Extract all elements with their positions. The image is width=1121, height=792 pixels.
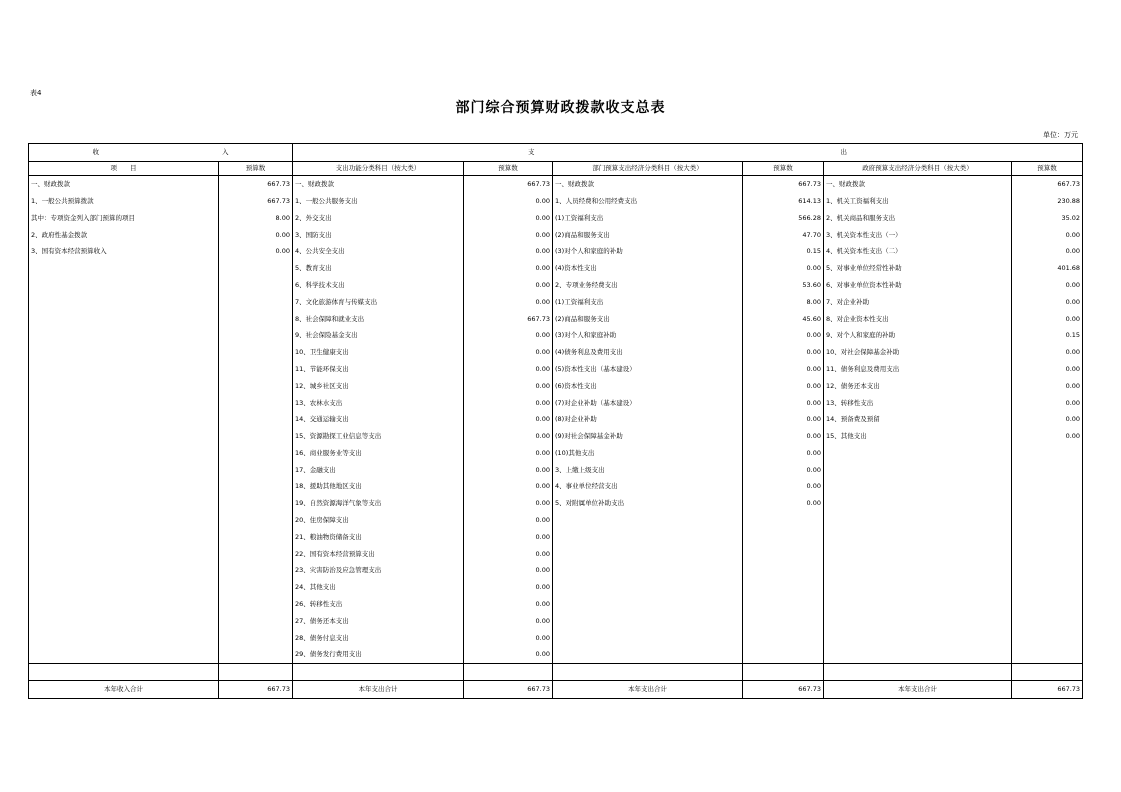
income-budget-cell	[219, 512, 293, 529]
income-item-cell	[29, 411, 219, 428]
income-budget-cell	[219, 378, 293, 395]
income-budget-cell	[219, 529, 293, 546]
dept-budget-cell: 53.60	[743, 277, 824, 294]
func-budget-cell: 0.00	[464, 579, 553, 596]
dept-item-cell: (4)债务利息及费用支出	[553, 344, 743, 361]
income-budget-cell: 667.73	[219, 193, 293, 210]
dept-item-cell: (9)对社会保障基金补助	[553, 428, 743, 445]
table-row	[29, 562, 1083, 579]
income-item-cell	[29, 361, 219, 378]
func-item-cell: 24、其他支出	[293, 579, 464, 596]
income-item-cell	[29, 529, 219, 546]
table-row	[29, 344, 1083, 361]
income-item-cell	[29, 310, 219, 327]
func-budget-cell: 0.00	[464, 613, 553, 630]
gov-item-cell	[824, 613, 1012, 630]
income-item-cell	[29, 630, 219, 647]
income-item-cell	[29, 428, 219, 445]
dept-item-cell	[553, 579, 743, 596]
func-item-cell: 9、社会保险基金支出	[293, 327, 464, 344]
income-budget-cell	[219, 546, 293, 563]
func-budget-cell: 0.00	[464, 596, 553, 613]
dept-budget-cell	[743, 546, 824, 563]
func-item-cell: 2、外交支出	[293, 210, 464, 227]
income-item-cell	[29, 596, 219, 613]
gov-item-cell: 一、财政拨款	[824, 176, 1012, 193]
func-budget-cell: 0.00	[464, 512, 553, 529]
gov-budget-cell: 0.00	[1012, 378, 1083, 395]
income-budget-cell	[219, 630, 293, 647]
dept-budget-cell: 667.73	[743, 176, 824, 193]
income-budget-cell: 667.73	[219, 176, 293, 193]
func-item-cell: 14、交通运输支出	[293, 411, 464, 428]
gov-budget-cell	[1012, 512, 1083, 529]
func-budget-cell: 0.00	[464, 646, 553, 663]
income-total-value: 667.73	[219, 681, 293, 699]
func-budget-cell: 0.00	[464, 529, 553, 546]
income-budget-cell	[219, 445, 293, 462]
func-item-cell: 27、债务还本支出	[293, 613, 464, 630]
func-item-cell: 26、转移性支出	[293, 596, 464, 613]
dept-item-cell: (7)对企业补助（基本建设）	[553, 394, 743, 411]
income-item-cell	[29, 294, 219, 311]
dept-budget-cell	[743, 596, 824, 613]
table-row	[29, 310, 1083, 327]
func-budget-cell: 0.00	[464, 546, 553, 563]
income-item-cell	[29, 495, 219, 512]
blank-cell	[29, 664, 219, 681]
gov-item-cell	[824, 546, 1012, 563]
income-budget-cell	[219, 294, 293, 311]
gov-budget-cell	[1012, 613, 1083, 630]
func-item-cell: 22、国有资本经营预算支出	[293, 546, 464, 563]
col-header-dept-budget: 预算数	[743, 162, 824, 176]
income-item-cell	[29, 277, 219, 294]
income-item-cell: 1、一般公共预算拨款	[29, 193, 219, 210]
gov-budget-cell	[1012, 495, 1083, 512]
func-item-cell: 19、自然资源海洋气象等支出	[293, 495, 464, 512]
func-total-label: 本年支出合计	[293, 681, 464, 699]
income-budget-cell	[219, 646, 293, 663]
dept-budget-cell	[743, 512, 824, 529]
dept-item-cell	[553, 630, 743, 647]
header-column-row	[29, 162, 1083, 176]
dept-budget-cell	[743, 529, 824, 546]
dept-budget-cell	[743, 646, 824, 663]
expense-group-header	[293, 144, 1083, 162]
blank-cell	[743, 664, 824, 681]
func-budget-cell: 0.00	[464, 445, 553, 462]
func-budget-cell: 0.00	[464, 243, 553, 260]
dept-budget-cell: 0.00	[743, 344, 824, 361]
col-header-gov-item: 政府预算支出经济分类科目（按大类）	[824, 162, 1012, 176]
dept-item-cell: (8)对企业补助	[553, 411, 743, 428]
income-item-cell	[29, 378, 219, 395]
func-budget-cell: 0.00	[464, 344, 553, 361]
dept-item-cell: (1)工资福利支出	[553, 294, 743, 311]
budget-table	[28, 143, 1083, 699]
dept-total-value: 667.73	[743, 681, 824, 699]
income-group-left: 收	[92, 148, 99, 157]
func-item-cell: 1、一般公共服务支出	[293, 193, 464, 210]
func-budget-cell: 0.00	[464, 394, 553, 411]
gov-budget-cell: 0.00	[1012, 310, 1083, 327]
func-item-cell: 11、节能环保支出	[293, 361, 464, 378]
dept-item-cell	[553, 546, 743, 563]
func-budget-cell: 0.00	[464, 562, 553, 579]
func-item-cell: 15、资源勘探工业信息等支出	[293, 428, 464, 445]
table-row	[29, 260, 1083, 277]
table-row	[29, 512, 1083, 529]
income-item-cell	[29, 579, 219, 596]
func-item-cell: 7、文化旅游体育与传媒支出	[293, 294, 464, 311]
header-group-row	[29, 144, 1083, 162]
income-item-cell: 2、政府性基金拨款	[29, 226, 219, 243]
gov-budget-cell	[1012, 596, 1083, 613]
income-budget-cell	[219, 394, 293, 411]
dept-item-cell: 一、财政拨款	[553, 176, 743, 193]
gov-item-cell	[824, 529, 1012, 546]
func-budget-cell: 0.00	[464, 193, 553, 210]
func-budget-cell: 0.00	[464, 478, 553, 495]
dept-budget-cell	[743, 579, 824, 596]
dept-item-cell: (3)对个人和家庭补助	[553, 327, 743, 344]
func-item-cell: 21、粮油物资储备支出	[293, 529, 464, 546]
func-budget-cell: 0.00	[464, 210, 553, 227]
income-item-cell	[29, 478, 219, 495]
gov-item-cell: 2、机关商品和服务支出	[824, 210, 1012, 227]
gov-budget-cell	[1012, 478, 1083, 495]
gov-item-cell	[824, 495, 1012, 512]
gov-item-cell: 15、其他支出	[824, 428, 1012, 445]
dept-budget-cell: 0.00	[743, 361, 824, 378]
income-budget-cell	[219, 411, 293, 428]
gov-budget-cell	[1012, 462, 1083, 479]
dept-budget-cell: 0.00	[743, 478, 824, 495]
dept-budget-cell: 0.00	[743, 378, 824, 395]
income-group-right: 入	[222, 148, 229, 157]
gov-item-cell: 1、机关工资福利支出	[824, 193, 1012, 210]
table-row	[29, 394, 1083, 411]
gov-budget-cell: 0.00	[1012, 243, 1083, 260]
income-item-cell	[29, 260, 219, 277]
totals-row	[29, 681, 1083, 699]
func-budget-cell: 0.00	[464, 277, 553, 294]
gov-budget-cell	[1012, 529, 1083, 546]
func-budget-cell: 0.00	[464, 361, 553, 378]
gov-item-cell	[824, 512, 1012, 529]
func-budget-cell: 667.73	[464, 176, 553, 193]
func-item-cell: 10、卫生健康支出	[293, 344, 464, 361]
func-item-cell: 4、公共安全支出	[293, 243, 464, 260]
func-item-cell: 6、科学技术支出	[293, 277, 464, 294]
table-row	[29, 495, 1083, 512]
gov-budget-cell: 0.00	[1012, 294, 1083, 311]
gov-budget-cell	[1012, 579, 1083, 596]
income-budget-cell: 8.00	[219, 210, 293, 227]
dept-budget-cell: 0.00	[743, 445, 824, 462]
expense-group-left: 支	[528, 148, 535, 157]
table-row	[29, 630, 1083, 647]
income-item-cell	[29, 344, 219, 361]
table-row	[29, 361, 1083, 378]
gov-item-cell	[824, 630, 1012, 647]
table-row	[29, 243, 1083, 260]
gov-item-cell	[824, 445, 1012, 462]
income-budget-cell: 0.00	[219, 226, 293, 243]
income-budget-cell	[219, 327, 293, 344]
income-budget-cell	[219, 562, 293, 579]
func-item-cell: 20、住房保障支出	[293, 512, 464, 529]
col-header-income-item: 项 目	[29, 162, 219, 176]
dept-item-cell: 1、人员经费和公用经费支出	[553, 193, 743, 210]
func-item-cell: 16、商业服务业等支出	[293, 445, 464, 462]
gov-budget-cell: 0.00	[1012, 226, 1083, 243]
col-header-func-budget: 预算数	[464, 162, 553, 176]
table-row	[29, 294, 1083, 311]
dept-item-cell	[553, 646, 743, 663]
dept-item-cell: (2)商品和服务支出	[553, 226, 743, 243]
func-item-cell: 13、农林水支出	[293, 394, 464, 411]
gov-budget-cell	[1012, 546, 1083, 563]
gov-item-cell: 8、对企业资本性支出	[824, 310, 1012, 327]
blank-cell	[464, 664, 553, 681]
func-budget-cell: 0.00	[464, 260, 553, 277]
dept-budget-cell: 0.00	[743, 428, 824, 445]
income-budget-cell	[219, 613, 293, 630]
dept-budget-cell: 47.70	[743, 226, 824, 243]
income-group-header	[29, 144, 293, 162]
dept-budget-cell	[743, 630, 824, 647]
dept-item-cell	[553, 529, 743, 546]
gov-item-cell: 14、预备费及预留	[824, 411, 1012, 428]
gov-budget-cell	[1012, 562, 1083, 579]
col-header-gov-budget: 预算数	[1012, 162, 1083, 176]
income-budget-cell	[219, 462, 293, 479]
gov-total-value: 667.73	[1012, 681, 1083, 699]
table-row	[29, 445, 1083, 462]
func-item-cell: 3、国防支出	[293, 226, 464, 243]
gov-budget-cell: 0.15	[1012, 327, 1083, 344]
blank-cell	[824, 664, 1012, 681]
gov-budget-cell: 0.00	[1012, 361, 1083, 378]
income-budget-cell	[219, 428, 293, 445]
dept-item-cell: (4)资本性支出	[553, 260, 743, 277]
table-row	[29, 478, 1083, 495]
func-total-value: 667.73	[464, 681, 553, 699]
gov-item-cell: 3、机关资本性支出（一）	[824, 226, 1012, 243]
func-item-cell: 29、债务发行费用支出	[293, 646, 464, 663]
func-item-cell: 18、援助其他地区支出	[293, 478, 464, 495]
income-budget-cell	[219, 478, 293, 495]
income-item-cell	[29, 445, 219, 462]
blank-cell	[219, 664, 293, 681]
gov-item-cell	[824, 596, 1012, 613]
func-item-cell: 5、教育支出	[293, 260, 464, 277]
gov-item-cell: 10、对社会保障基金补助	[824, 344, 1012, 361]
func-budget-cell: 667.73	[464, 310, 553, 327]
gov-budget-cell: 0.00	[1012, 344, 1083, 361]
col-header-income-budget: 预算数	[219, 162, 293, 176]
income-item-cell: 3、国有资本经营预算收入	[29, 243, 219, 260]
dept-item-cell: 3、上缴上级支出	[553, 462, 743, 479]
dept-item-cell	[553, 562, 743, 579]
func-item-cell: 12、城乡社区支出	[293, 378, 464, 395]
income-item-cell	[29, 327, 219, 344]
dept-budget-cell: 0.15	[743, 243, 824, 260]
func-item-cell: 8、社会保障和就业支出	[293, 310, 464, 327]
table-row	[29, 210, 1083, 227]
dept-budget-cell: 0.00	[743, 495, 824, 512]
table-row	[29, 596, 1083, 613]
gov-item-cell	[824, 562, 1012, 579]
table-row	[29, 579, 1083, 596]
dept-budget-cell: 0.00	[743, 394, 824, 411]
dept-total-label: 本年支出合计	[553, 681, 743, 699]
income-budget-cell	[219, 361, 293, 378]
gov-budget-cell: 0.00	[1012, 277, 1083, 294]
table-row	[29, 193, 1083, 210]
blank-cell	[293, 664, 464, 681]
func-budget-cell: 0.00	[464, 294, 553, 311]
dept-item-cell: 2、专项业务经费支出	[553, 277, 743, 294]
sheet-label: 表4	[30, 89, 42, 97]
dept-item-cell: (6)资本性支出	[553, 378, 743, 395]
gov-item-cell: 11、债务利息及费用支出	[824, 361, 1012, 378]
table-row	[29, 462, 1083, 479]
dept-budget-cell	[743, 562, 824, 579]
gov-budget-cell: 35.02	[1012, 210, 1083, 227]
income-item-cell	[29, 546, 219, 563]
income-item-cell: 一、财政拨款	[29, 176, 219, 193]
gov-total-label: 本年支出合计	[824, 681, 1012, 699]
dept-budget-cell: 566.28	[743, 210, 824, 227]
dept-budget-cell: 0.00	[743, 411, 824, 428]
income-budget-cell	[219, 277, 293, 294]
gov-item-cell: 12、债务还本支出	[824, 378, 1012, 395]
gov-item-cell: 7、对企业补助	[824, 294, 1012, 311]
gov-item-cell: 13、转移性支出	[824, 394, 1012, 411]
dept-item-cell	[553, 596, 743, 613]
table-row	[29, 277, 1083, 294]
gov-item-cell: 9、对个人和家庭的补助	[824, 327, 1012, 344]
func-item-cell: 23、灾害防治及应急管理支出	[293, 562, 464, 579]
col-header-dept-item: 部门预算支出经济分类科目（按大类）	[553, 162, 743, 176]
dept-budget-cell: 8.00	[743, 294, 824, 311]
table-row	[29, 176, 1083, 193]
income-item-cell	[29, 613, 219, 630]
gov-item-cell	[824, 579, 1012, 596]
func-item-cell: 28、债务付息支出	[293, 630, 464, 647]
income-budget-cell	[219, 310, 293, 327]
dept-budget-cell: 614.13	[743, 193, 824, 210]
dept-item-cell: (3)对个人和家庭的补助	[553, 243, 743, 260]
table-row	[29, 411, 1083, 428]
dept-item-cell: (10)其他支出	[553, 445, 743, 462]
income-item-cell: 其中：专项资金列入部门预算的项目	[29, 210, 219, 227]
dept-budget-cell: 0.00	[743, 462, 824, 479]
func-budget-cell: 0.00	[464, 226, 553, 243]
income-item-cell	[29, 562, 219, 579]
blank-cell	[553, 664, 743, 681]
gov-budget-cell: 230.88	[1012, 193, 1083, 210]
table-row	[29, 428, 1083, 445]
income-item-cell	[29, 462, 219, 479]
income-total-label: 本年收入合计	[29, 681, 219, 699]
dept-budget-cell: 45.60	[743, 310, 824, 327]
gov-item-cell: 4、机关资本性支出（二）	[824, 243, 1012, 260]
income-item-cell	[29, 646, 219, 663]
dept-budget-cell	[743, 613, 824, 630]
expense-group-right: 出	[840, 148, 848, 157]
dept-item-cell: (1)工资福利支出	[553, 210, 743, 227]
gov-budget-cell: 667.73	[1012, 176, 1083, 193]
gov-budget-cell: 0.00	[1012, 394, 1083, 411]
func-budget-cell: 0.00	[464, 630, 553, 647]
gov-budget-cell: 0.00	[1012, 428, 1083, 445]
income-budget-cell	[219, 260, 293, 277]
gov-budget-cell	[1012, 445, 1083, 462]
income-budget-cell	[219, 344, 293, 361]
func-budget-cell: 0.00	[464, 327, 553, 344]
gov-item-cell: 6、对事业单位资本性补助	[824, 277, 1012, 294]
page-title: 部门综合预算财政拨款收支总表	[455, 100, 666, 116]
gov-item-cell	[824, 646, 1012, 663]
gov-item-cell	[824, 478, 1012, 495]
func-item-cell: 17、金融支出	[293, 462, 464, 479]
func-budget-cell: 0.00	[464, 495, 553, 512]
gov-budget-cell	[1012, 646, 1083, 663]
unit-label: 单位：万元	[1043, 131, 1078, 139]
table-row	[29, 327, 1083, 344]
dept-budget-cell: 0.00	[743, 327, 824, 344]
gov-item-cell	[824, 462, 1012, 479]
gov-item-cell: 5、对事业单位经常性补助	[824, 260, 1012, 277]
table-row	[29, 226, 1083, 243]
dept-budget-cell: 0.00	[743, 260, 824, 277]
table-row	[29, 546, 1083, 563]
table-row	[29, 378, 1083, 395]
income-item-cell	[29, 394, 219, 411]
gov-budget-cell	[1012, 630, 1083, 647]
income-item-cell	[29, 512, 219, 529]
dept-item-cell	[553, 512, 743, 529]
blank-cell	[1012, 664, 1083, 681]
col-header-func-item: 支出功能分类科目（按大类）	[293, 162, 464, 176]
table-row	[29, 613, 1083, 630]
income-budget-cell: 0.00	[219, 243, 293, 260]
dept-item-cell: 4、事业单位经营支出	[553, 478, 743, 495]
func-budget-cell: 0.00	[464, 378, 553, 395]
table-row	[29, 646, 1083, 663]
dept-item-cell	[553, 613, 743, 630]
table-row	[29, 529, 1083, 546]
dept-item-cell: (2)商品和服务支出	[553, 310, 743, 327]
gov-budget-cell: 401.68	[1012, 260, 1083, 277]
func-budget-cell: 0.00	[464, 411, 553, 428]
func-budget-cell: 0.00	[464, 428, 553, 445]
income-budget-cell	[219, 579, 293, 596]
dept-item-cell: (5)资本性支出（基本建设）	[553, 361, 743, 378]
blank-row	[29, 664, 1083, 681]
func-item-cell: 一、财政拨款	[293, 176, 464, 193]
gov-budget-cell: 0.00	[1012, 411, 1083, 428]
dept-item-cell: 5、对附属单位补助支出	[553, 495, 743, 512]
func-budget-cell: 0.00	[464, 462, 553, 479]
income-budget-cell	[219, 596, 293, 613]
income-budget-cell	[219, 495, 293, 512]
